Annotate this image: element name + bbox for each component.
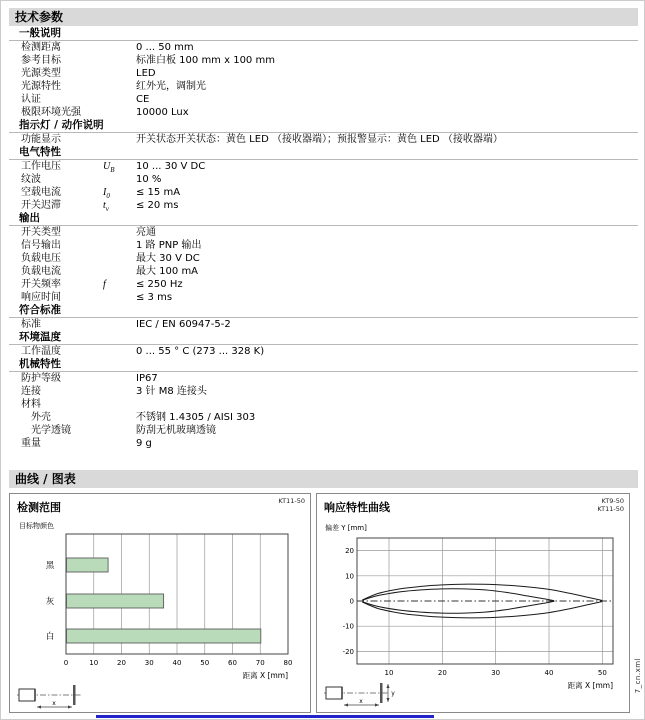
spec-row: [9, 186, 638, 199]
bar: [67, 629, 261, 643]
spec-label: 空载电流: [21, 187, 61, 198]
spec-value: 红外光，调制光: [136, 81, 206, 92]
spec-label: 光源特性: [21, 81, 61, 92]
spec-label: 负载电压: [21, 253, 61, 264]
spec-row: [9, 93, 638, 106]
spec-label: 参考目标: [21, 55, 61, 66]
chart-model-labels: [278, 497, 305, 505]
section-title: 机械特性: [9, 358, 638, 372]
spec-symbol: [103, 80, 136, 93]
spec-symbol: [103, 437, 136, 450]
bar-category-label: 黑: [45, 561, 55, 571]
detection-range-bar-chart: [10, 532, 312, 682]
spec-sections: [9, 27, 638, 450]
spec-label: 功能显示: [21, 134, 61, 145]
spec-label: 负载电流: [21, 266, 61, 277]
spec-symbol: f: [103, 279, 106, 290]
spec-symbol: [103, 291, 136, 304]
spec-symbol: [103, 54, 136, 67]
x-tick-label: 70: [255, 659, 265, 667]
spec-value: ≤ 250 Hz: [136, 279, 183, 290]
spec-value: 10000 Lux: [136, 107, 189, 118]
spec-symbol: [103, 372, 136, 385]
spec-symbol: [103, 239, 136, 252]
spec-symbol: [103, 67, 136, 80]
spec-symbol: [103, 424, 136, 437]
spec-row: [9, 41, 638, 54]
response-curve-chart-panel: [316, 493, 630, 713]
sensor-body: [326, 687, 342, 699]
spec-label: 光学透镜: [31, 425, 71, 436]
y-tick-label: 10: [345, 572, 354, 581]
spec-label: 工作温度: [21, 346, 61, 357]
detection-range-chart-panel: [9, 493, 311, 713]
spec-symbol: [103, 93, 136, 106]
spec-symbol: $U_B$: [103, 161, 115, 174]
spec-row: [9, 133, 638, 146]
spec-symbol: [103, 318, 136, 331]
bar: [67, 594, 164, 608]
bar: [67, 558, 109, 572]
spec-symbol: [103, 411, 136, 424]
spec-row: [9, 67, 638, 80]
target-plate: [73, 685, 76, 705]
section-title: 一般说明: [9, 27, 638, 41]
x-tick-label: 30: [491, 669, 501, 677]
spec-value: 最大 100 mA: [136, 266, 199, 277]
spec-label: 信号输出: [21, 240, 61, 251]
spec-row: [9, 424, 638, 437]
spec-symbol: [103, 133, 136, 146]
spec-row: [9, 252, 638, 265]
spec-value: 开关状态开关状态：黄色 LED （接收器端）；预报警显示：黄色 LED （接收器端）: [136, 134, 503, 145]
spec-row: [9, 160, 638, 173]
spec-value: 最大 30 V DC: [136, 253, 200, 264]
spec-symbol: [103, 252, 136, 265]
spec-value: LED: [136, 68, 156, 79]
y-axis-label: 偏差 Y [mm]: [325, 524, 367, 532]
x-axis-label: 距离 X [mm]: [242, 671, 288, 680]
spec-row: [9, 106, 638, 119]
spec-symbol: [103, 385, 136, 398]
x-tick-label: 10: [384, 669, 394, 677]
spec-label: 光源类型: [21, 68, 61, 79]
target-color-label: 目标物颜色: [19, 522, 54, 530]
spec-label: 外壳: [31, 412, 51, 423]
spec-row: [9, 345, 638, 358]
y-tick-label: -20: [342, 647, 354, 656]
side-filename: 7_cn.xml: [634, 657, 642, 693]
spec-label: 极限环境光强: [21, 107, 81, 118]
sensor-target-sketch-icon: [15, 682, 89, 710]
spec-value: [136, 398, 638, 411]
sensor-axes-sketch-icon: [322, 680, 396, 710]
x-axis-label: 距离 X [mm]: [567, 681, 613, 690]
y-tick-label: 0: [349, 597, 354, 606]
spec-row: [9, 318, 638, 331]
x-tick-label: 40: [544, 669, 554, 677]
spec-label: 响应时间: [21, 292, 61, 303]
spec-value: 不锈钢 1.4305 / AISI 303: [136, 412, 256, 423]
response-characteristic-chart: [317, 516, 631, 702]
spec-symbol: [103, 173, 136, 186]
dimension-label-x: x: [359, 698, 363, 705]
spec-label: 开关类型: [21, 227, 61, 238]
spec-label: 检测距离: [21, 42, 61, 53]
spec-label: 连接: [21, 386, 41, 397]
chart-model-label: KT9-50: [601, 497, 624, 505]
spec-label: 防护等级: [21, 373, 61, 384]
dimension-label-x: x: [52, 700, 56, 707]
section-title: 环境温度: [9, 331, 638, 345]
spec-row: [9, 226, 638, 239]
spec-row: [9, 372, 638, 385]
y-tick-label: -10: [342, 622, 354, 631]
spec-row: [9, 80, 638, 93]
spec-symbol: $t_v$: [103, 200, 109, 213]
x-tick-label: 50: [597, 669, 607, 677]
spec-symbol: [103, 345, 136, 358]
spec-symbol: $I_0$: [103, 187, 110, 200]
spec-symbol: [103, 41, 136, 54]
spec-value: ≤ 15 mA: [136, 187, 181, 198]
target-plate: [380, 683, 383, 703]
spec-value: 亮通: [136, 227, 156, 238]
spec-label: 开关迟滞: [21, 200, 61, 211]
spec-symbol: [103, 265, 136, 278]
spec-row: [9, 385, 638, 398]
y-tick-label: 20: [345, 547, 354, 556]
spec-value: IEC / EN 60947-5-2: [136, 319, 231, 330]
spec-label: 纹波: [21, 174, 41, 185]
section-title: 电气特性: [9, 146, 638, 160]
spec-value: ≤ 20 ms: [136, 200, 179, 211]
footer-rule: [96, 715, 434, 718]
spec-label: 认证: [21, 94, 41, 105]
spec-symbol: [103, 106, 136, 119]
charts-section: [1, 493, 645, 713]
x-tick-label: 60: [228, 659, 237, 667]
spec-row: [9, 398, 638, 411]
spec-value: CE: [136, 94, 150, 105]
spec-row: [9, 411, 638, 424]
spec-value: IP67: [136, 373, 158, 384]
chart-title-detection-range: 检测范围: [17, 501, 61, 514]
section-title: 输出: [9, 212, 638, 226]
spec-row: [9, 199, 638, 212]
chart-model-label: KT11-50: [278, 497, 305, 505]
spec-value: 防刮无机玻璃透镜: [136, 425, 216, 436]
section-header-technical-data: 技术参数: [9, 8, 638, 26]
section-title: 符合标准: [9, 304, 638, 318]
x-tick-label: 20: [117, 659, 126, 667]
spec-symbol: [103, 398, 136, 411]
spec-value: 10 %: [136, 174, 162, 185]
bar-category-label: 灰: [45, 597, 55, 607]
bar-category-label: 白: [45, 632, 55, 642]
chart-title-response-curve: 响应特性曲线: [324, 501, 390, 514]
spec-value: 0 ... 50 mm: [136, 42, 194, 53]
spec-row: [9, 173, 638, 186]
chart-model-labels: [597, 497, 624, 513]
x-tick-label: 0: [63, 659, 69, 667]
spec-row: [9, 239, 638, 252]
section-title: 指示灯 / 动作说明: [9, 119, 638, 133]
spec-label: 开关频率: [21, 279, 61, 290]
spec-symbol: [103, 226, 136, 239]
dimension-label-y: y: [391, 690, 395, 697]
spec-value: 9 g: [136, 438, 152, 449]
spec-value: 3 针 M8 连接头: [136, 386, 207, 397]
spec-row: [9, 54, 638, 67]
spec-row: [9, 437, 638, 450]
sensor-body: [19, 689, 35, 701]
x-tick-label: 30: [144, 659, 154, 667]
spec-row: [9, 278, 638, 291]
spec-value: ≤ 3 ms: [136, 292, 173, 303]
x-tick-label: 10: [89, 659, 99, 667]
section-header-curves: 曲线 / 图表: [9, 470, 638, 488]
spec-row: [9, 291, 638, 304]
x-tick-label: 40: [172, 659, 182, 667]
spec-label: 工作电压: [21, 161, 61, 172]
chart-model-label: KT11-50: [597, 505, 624, 513]
spec-label: 重量: [21, 438, 41, 449]
spec-value: 10 ... 30 V DC: [136, 161, 206, 172]
x-tick-label: 50: [200, 659, 210, 667]
spec-value: 0 ... 55 ° C (273 ... 328 K): [136, 346, 265, 357]
spec-row: [9, 265, 638, 278]
x-tick-label: 80: [283, 659, 293, 667]
spec-value: 1 路 PNP 输出: [136, 240, 202, 251]
spec-label: 标准: [21, 319, 41, 330]
x-tick-label: 20: [437, 669, 447, 677]
spec-value: 标准白板 100 mm x 100 mm: [136, 55, 275, 66]
spec-label: 材料: [21, 399, 41, 410]
